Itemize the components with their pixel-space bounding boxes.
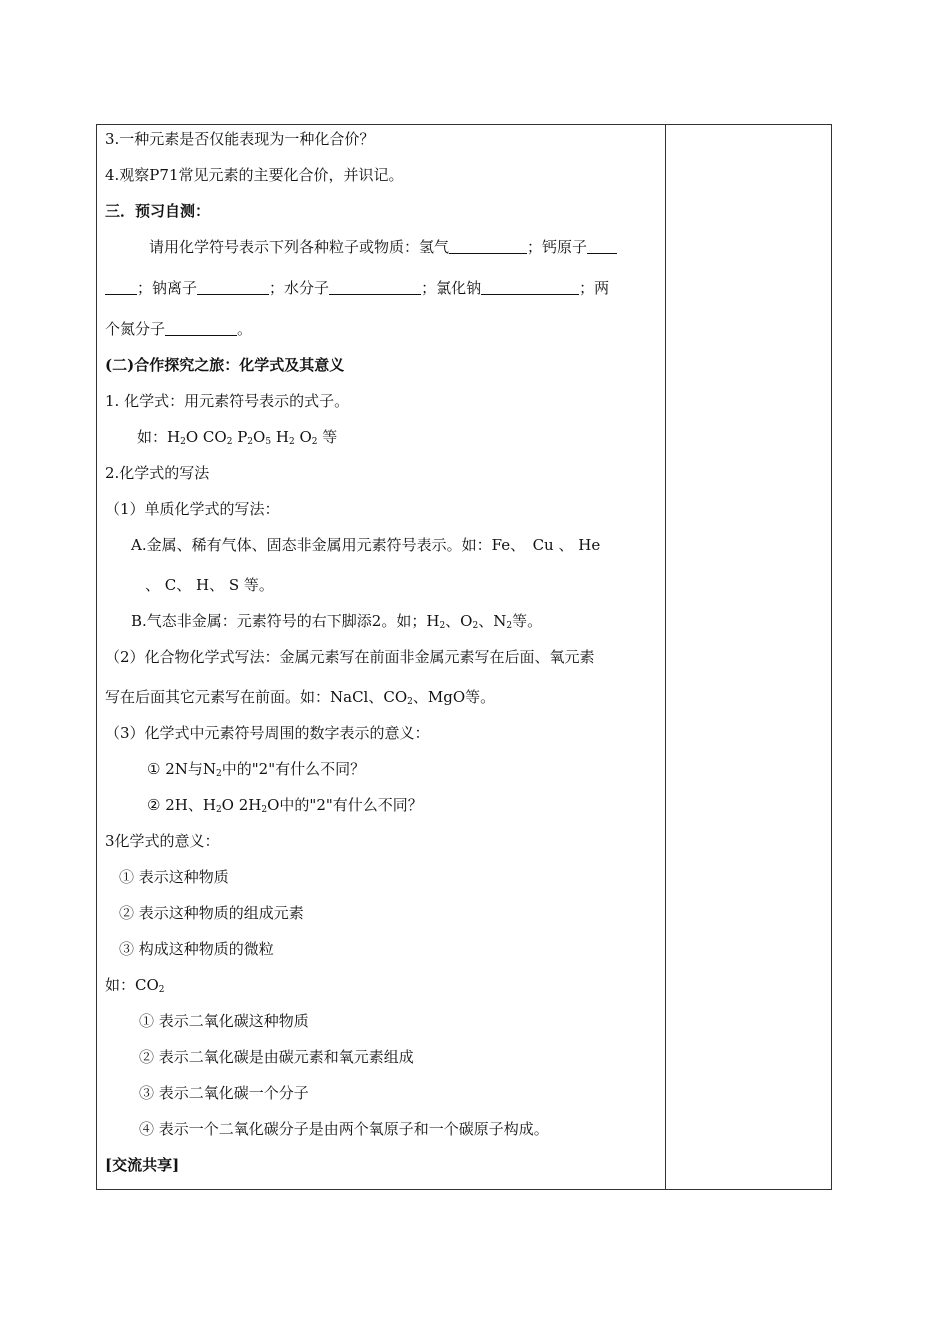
column-divider	[665, 125, 666, 1189]
formula-definition: 1. 化学式：用元素符号表示的式子。	[105, 392, 350, 410]
compound-rule-2-suffix: 、MgO等。	[412, 688, 496, 706]
num1-suffix: 中的"2"有什么不同？	[221, 760, 366, 778]
element-rule-b: B.气态非金属：元素符号的右下脚添2。如；$H_2$、$O_2$、$N_2$等。	[131, 612, 543, 631]
label-two: 两	[594, 279, 610, 297]
separator: ；	[579, 279, 595, 297]
co2-meaning-item: ① 表示二氧化碳这种物质	[139, 1012, 309, 1030]
label-hydrogen: 氢气	[419, 238, 450, 256]
blank-two-nitrogen[interactable]	[165, 321, 237, 336]
formula-examples: 如：$H_2O$ $CO_2$ $P_2O_5$ $H_2$ $O_2$ 等	[137, 428, 338, 447]
coop-section-title: (二)合作探究之旅：化学式及其意义	[105, 356, 345, 374]
blank-calcium-atom-part2[interactable]	[105, 280, 137, 295]
label-sodium-ion: 钠离子	[152, 279, 198, 297]
number-meaning-title: （3）化学式中元素符号周围的数字表示的意义：	[105, 724, 430, 742]
blank-sodium-ion[interactable]	[197, 280, 269, 295]
blank-calcium-atom-part1[interactable]	[587, 239, 617, 254]
self-test-line-1	[149, 237, 617, 257]
meaning-item: ① 表示这种物质	[119, 868, 229, 886]
co2-example-prefix: 如：	[105, 976, 136, 994]
co2-meaning-item: ② 表示二氧化碳是由碳元素和氧元素组成	[139, 1048, 414, 1066]
separator: ；	[527, 238, 543, 256]
blank-water-molecule[interactable]	[329, 280, 421, 295]
meaning-item: ② 表示这种物质的组成元素	[119, 904, 304, 922]
compound-rule-1: （2）化合物化学式写法：金属元素写在前面非金属元素写在后面、氧元素	[105, 648, 595, 666]
question-3: 3.一种元素是否仅能表现为一种化合价？	[105, 130, 375, 148]
blank-sodium-chloride[interactable]	[481, 280, 579, 295]
section-3-title: 三．预习自测：	[105, 202, 211, 220]
share-title: [交流共享]	[105, 1156, 180, 1174]
question-4: 4.观察P71常见元素的主要化合价，并识记。	[105, 166, 404, 184]
self-test-line-2	[105, 278, 609, 298]
meaning-title: 3化学式的意义：	[105, 832, 220, 850]
separator: ；	[269, 279, 285, 297]
num2-suffix: 中的"2"有什么不同？	[279, 796, 423, 814]
element-rule-a: A.金属、稀有气体、固态非金属用元素符号表示。如：Fe、 Cu 、 He	[131, 536, 601, 554]
separator: ；	[421, 279, 437, 297]
separator: ；	[137, 279, 153, 297]
co2-meaning-item: ③ 表示二氧化碳一个分子	[139, 1084, 309, 1102]
num1-prefix: ① 2N与	[147, 760, 203, 778]
element-formula-title: （1）单质化学式的写法：	[105, 500, 280, 518]
examples-prefix: 如：	[137, 428, 168, 446]
self-test-line-3	[105, 319, 252, 339]
co2-meaning-item: ④ 表示一个二氧化碳分子是由两个氧原子和一个碳原子构成。	[139, 1120, 549, 1138]
compound-rule-2: 写在后面其它元素写在前面。如：NaCl、$CO_2$、MgO等。	[105, 688, 496, 707]
number-question-2: ② 2H、$H_2O$ $2H_2O$中的"2"有什么不同？	[147, 796, 423, 815]
writing-title: 2.化学式的写法	[105, 464, 210, 482]
label-sodium-chloride: 氯化钠	[436, 279, 482, 297]
num2-prefix: ② 2H、	[147, 796, 203, 814]
co2-example: 如：$CO_2$	[105, 976, 165, 995]
label-two-nitrogen: 个氮分子	[105, 320, 166, 338]
blank-hydrogen[interactable]	[449, 239, 527, 254]
rule-b-suffix: 等。	[512, 612, 543, 630]
label-calcium-atom: 钙原子	[542, 238, 588, 256]
worksheet-table	[96, 124, 832, 1190]
compound-rule-2-text: 写在后面其它元素写在前面。如：NaCl、	[105, 688, 384, 706]
self-test-prompt: 请用化学符号表示下列各种粒子或物质：	[149, 238, 420, 256]
examples-tail: 等	[322, 428, 338, 446]
period: 。	[237, 320, 253, 338]
number-question-1: ① 2N与$N_2$中的"2"有什么不同？	[147, 760, 366, 779]
rule-b-text: B.气态非金属：元素符号的右下脚添2。如；	[131, 612, 427, 630]
element-rule-a-cont: 、 C、 H、 S 等。	[145, 576, 274, 594]
label-water-molecule: 水分子	[284, 279, 330, 297]
meaning-item: ③ 构成这种物质的微粒	[119, 940, 274, 958]
